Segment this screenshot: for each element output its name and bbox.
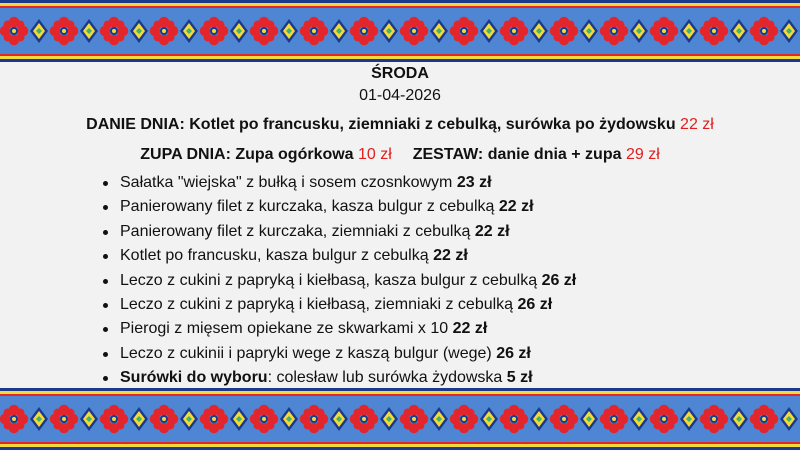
top-folk-pattern xyxy=(0,0,800,62)
folk-flower-icon xyxy=(350,17,379,46)
list-item xyxy=(100,269,760,293)
folk-flower-icon xyxy=(300,405,329,434)
folk-diamond-icon xyxy=(280,19,298,43)
folk-diamond-icon xyxy=(30,19,48,43)
bullet-icon xyxy=(103,230,108,235)
item-price: 26 zł xyxy=(496,344,531,362)
day-title: ŚRODA xyxy=(371,65,429,82)
folk-flower-icon xyxy=(150,405,179,434)
folk-flower-icon xyxy=(450,17,479,46)
folk-diamond-icon xyxy=(130,407,148,431)
danie-dnia-label: DANIE DNIA: Kotlet po francusku, ziemniaki z cebulką, surówka po żydowsku xyxy=(86,116,676,133)
zestaw-label: ZESTAW: danie dnia + zupa xyxy=(412,146,622,163)
folk-diamond-icon xyxy=(380,19,398,43)
folk-diamond-icon xyxy=(430,407,448,431)
bottom-folk-pattern xyxy=(0,388,800,450)
folk-flower-icon xyxy=(700,405,729,434)
folk-diamond-icon xyxy=(230,19,248,43)
danie-dnia-price: 22 zł xyxy=(680,116,714,133)
folk-flower-icon xyxy=(650,17,679,46)
bullet-icon xyxy=(103,352,108,357)
folk-diamond-icon xyxy=(280,407,298,431)
list-item xyxy=(100,171,760,195)
folk-flower-icon xyxy=(300,17,329,46)
folk-flower-icon xyxy=(50,17,79,46)
bullet-icon xyxy=(103,279,108,284)
folk-diamond-icon xyxy=(580,19,598,43)
item-name: Panierowany filet z kurczaka, ziemniaki z cebulką xyxy=(120,222,471,240)
item-price: 22 zł xyxy=(498,198,534,216)
folk-flower-icon xyxy=(200,17,229,46)
bullet-icon xyxy=(103,303,108,308)
folk-diamond-icon xyxy=(80,19,98,43)
bullet-icon xyxy=(103,376,108,381)
item-price: 22 zł xyxy=(433,247,468,265)
folk-diamond-icon xyxy=(780,19,798,43)
list-item xyxy=(100,293,760,317)
item-name: Leczo z cukini z papryką i kiełbasą, ziemniaki z cebulką xyxy=(120,295,514,313)
item-name: Leczo z cukini z papryką i kiełbasą, kasza bulgur z cebulką xyxy=(120,271,538,289)
folk-flower-icon xyxy=(700,17,729,46)
item-price: 22 zł xyxy=(474,222,510,240)
bullet-icon xyxy=(103,205,108,210)
folk-diamond-icon xyxy=(380,407,398,431)
item-name: Pierogi z mięsem opiekane ze skwarkami x 10 xyxy=(120,320,449,338)
folk-diamond-icon xyxy=(80,407,98,431)
folk-flower-icon xyxy=(250,17,279,46)
folk-flower-icon xyxy=(100,405,129,434)
folk-diamond-icon xyxy=(730,19,748,43)
folk-flower-icon xyxy=(250,405,279,434)
bullet-icon xyxy=(103,254,108,259)
folk-diamond-icon xyxy=(580,407,598,431)
folk-diamond-icon xyxy=(630,19,648,43)
list-item xyxy=(100,317,760,341)
folk-flower-icon xyxy=(450,405,479,434)
folk-diamond-icon xyxy=(130,19,148,43)
folk-diamond-icon xyxy=(680,19,698,43)
folk-flower-icon xyxy=(500,405,529,434)
folk-flower-icon xyxy=(0,405,28,434)
menu-date: 01-04-2026 xyxy=(359,87,441,104)
folk-diamond-icon xyxy=(180,19,198,43)
folk-flower-icon xyxy=(150,17,179,46)
folk-flower-icon xyxy=(200,405,229,434)
surowki-label: Surówki do wyboru xyxy=(120,369,268,387)
folk-diamond-icon xyxy=(480,19,498,43)
folk-flower-icon xyxy=(600,405,629,434)
zupa-dnia-label: ZUPA DNIA: Zupa ogórkowa xyxy=(140,146,354,163)
item-price: 26 zł xyxy=(541,271,577,289)
list-item-surowki xyxy=(100,366,760,390)
folk-flower-icon xyxy=(550,405,579,434)
item-price: 26 zł xyxy=(517,295,553,313)
folk-flower-icon xyxy=(400,17,429,46)
zestaw-price: 29 zł xyxy=(625,146,660,163)
item-name: Kotlet po francusku, kasza bulgur z cebulką xyxy=(120,247,429,265)
danie-dnia-line xyxy=(0,116,800,134)
item-name: Leczo z cukinii i papryki wege z kaszą bulgur (wege) xyxy=(120,344,492,362)
folk-flower-icon xyxy=(750,405,779,434)
folk-diamond-icon xyxy=(330,407,348,431)
folk-flower-icon xyxy=(350,405,379,434)
item-name: Panierowany filet z kurczaka, kasza bulgur z cebulką xyxy=(120,198,495,216)
bottom-folk-border xyxy=(0,388,800,450)
list-item xyxy=(100,195,760,219)
folk-flower-icon xyxy=(750,17,779,46)
folk-diamond-icon xyxy=(680,407,698,431)
folk-diamond-icon xyxy=(430,19,448,43)
folk-flower-icon xyxy=(50,405,79,434)
folk-diamond-icon xyxy=(530,19,548,43)
folk-diamond-icon xyxy=(230,407,248,431)
bullet-icon xyxy=(103,181,108,186)
zupa-dnia-price: 10 zł xyxy=(358,146,392,163)
item-name: Sałatka "wiejska" z bułką i sosem czosnkowym xyxy=(120,174,453,191)
list-item xyxy=(100,220,760,244)
folk-diamond-icon xyxy=(480,407,498,431)
bullet-icon xyxy=(103,327,108,332)
list-item xyxy=(100,244,760,268)
folk-flower-icon xyxy=(650,405,679,434)
folk-diamond-icon xyxy=(730,407,748,431)
folk-flower-icon xyxy=(500,17,529,46)
folk-flower-icon xyxy=(100,17,129,46)
zupa-zestaw-line xyxy=(0,146,800,164)
folk-flower-icon xyxy=(0,17,28,46)
folk-diamond-icon xyxy=(780,407,798,431)
menu-list xyxy=(100,171,760,391)
folk-flower-icon xyxy=(550,17,579,46)
folk-diamond-icon xyxy=(630,407,648,431)
menu-content xyxy=(0,62,800,388)
folk-diamond-icon xyxy=(530,407,548,431)
item-price: 22 zł xyxy=(452,320,488,338)
folk-diamond-icon xyxy=(330,19,348,43)
folk-diamond-icon xyxy=(30,407,48,431)
folk-flower-icon xyxy=(400,405,429,434)
folk-diamond-icon xyxy=(180,407,198,431)
list-item xyxy=(100,342,760,366)
item-price: 23 zł xyxy=(456,174,492,191)
folk-flower-icon xyxy=(600,17,629,46)
surowki-options: : colesław lub surówka żydowska xyxy=(267,369,503,387)
surowki-price: 5 zł xyxy=(506,369,533,387)
top-folk-border xyxy=(0,0,800,62)
